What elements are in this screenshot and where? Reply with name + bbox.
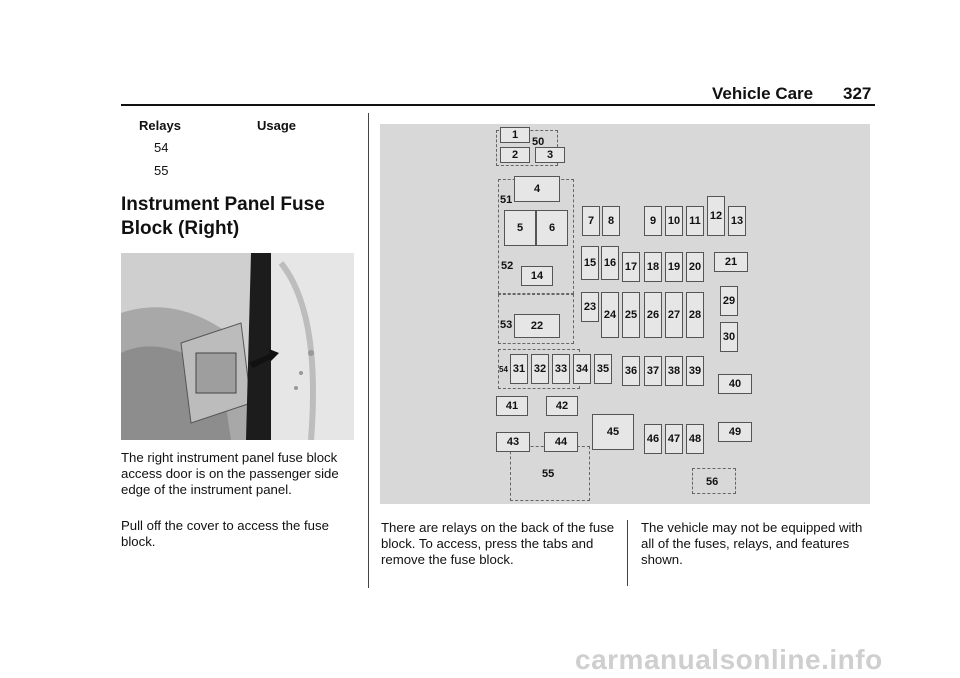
relay-label-51: 51 — [500, 194, 513, 206]
relay-table-cell: 55 — [154, 163, 169, 178]
running-header-section: Vehicle Care — [712, 84, 814, 103]
fuse-18: 18 — [644, 252, 662, 282]
relay-label-53: 53 — [500, 319, 513, 331]
fuse-6: 6 — [536, 210, 568, 246]
paragraph-pull-cover: Pull off the cover to access the fuse block. — [121, 518, 329, 549]
fuse-19: 19 — [665, 252, 683, 282]
fuse-15: 15 — [581, 246, 599, 280]
fuse-7: 7 — [582, 206, 600, 236]
fuse-23: 23 — [581, 292, 599, 322]
relay-label-56: 56 — [706, 476, 719, 488]
column-divider — [368, 113, 369, 588]
fuse-49: 49 — [718, 422, 752, 442]
fuse-9: 9 — [644, 206, 662, 236]
page-number: 327 — [843, 84, 872, 103]
relay-label-52: 52 — [501, 260, 514, 272]
access-door-photo — [121, 253, 354, 440]
fuse-14: 14 — [521, 266, 553, 286]
fuse-39: 39 — [686, 356, 704, 386]
fuse-24: 24 — [601, 292, 619, 338]
relay-table-header-usage: Usage — [257, 118, 297, 133]
fuse-21: 21 — [714, 252, 748, 272]
fuse-34: 34 — [573, 354, 591, 384]
fuse-36: 36 — [622, 356, 640, 386]
fuse-12: 12 — [707, 196, 725, 236]
section-title: Instrument Panel Fuse Block (Right) — [121, 194, 325, 239]
relay-label-55: 55 — [542, 468, 555, 480]
paragraph-equipment-note: The vehicle may not be equipped with all of the fuses, relays, and features shown. — [641, 520, 863, 567]
fuse-30: 30 — [720, 322, 738, 352]
header-rule — [121, 104, 875, 106]
fuse-41: 41 — [496, 396, 528, 416]
column-divider — [627, 520, 628, 586]
fuse-8: 8 — [602, 206, 620, 236]
fuse-22: 22 — [514, 314, 560, 338]
fuse-45: 45 — [592, 414, 634, 450]
fuse-28: 28 — [686, 292, 704, 338]
fuse-43: 43 — [496, 432, 530, 452]
watermark-text: carmanualsonline.info — [575, 644, 883, 675]
paragraph-relays-back: There are relays on the back of the fuse block. To access, press the tabs and remove the fuse block. — [381, 520, 615, 567]
fuse-27: 27 — [665, 292, 683, 338]
fuse-33: 33 — [552, 354, 570, 384]
fuse-44: 44 — [544, 432, 578, 452]
fuse-5: 5 — [504, 210, 536, 246]
fuse-31: 31 — [510, 354, 528, 384]
paragraph-access-door: The right instrument panel fuse block access door is on the passenger side edge of the instrument panel. — [121, 450, 339, 497]
fuse-20: 20 — [686, 252, 704, 282]
fuse-42: 42 — [546, 396, 578, 416]
fuse-48: 48 — [686, 424, 704, 454]
relay-label-54: 54 — [499, 365, 508, 374]
fuse-16: 16 — [601, 246, 619, 280]
fuse-13: 13 — [728, 206, 746, 236]
fuse-29: 29 — [720, 286, 738, 316]
fuse-25: 25 — [622, 292, 640, 338]
fuse-37: 37 — [644, 356, 662, 386]
fuse-4: 4 — [514, 176, 560, 202]
fuse-2: 2 — [500, 147, 530, 163]
relay-table-header-relays: Relays — [139, 118, 181, 133]
fuse-35: 35 — [594, 354, 612, 384]
fuse-46: 46 — [644, 424, 662, 454]
fuse-10: 10 — [665, 206, 683, 236]
relay-table-cell: 54 — [154, 140, 169, 155]
fuse-47: 47 — [665, 424, 683, 454]
fuse-block-diagram — [380, 124, 870, 504]
fuse-32: 32 — [531, 354, 549, 384]
fuse-38: 38 — [665, 356, 683, 386]
fuse-3: 3 — [535, 147, 565, 163]
fuse-17: 17 — [622, 252, 640, 282]
fuse-26: 26 — [644, 292, 662, 338]
relay-label-50: 50 — [532, 136, 545, 148]
fuse-40: 40 — [718, 374, 752, 394]
fuse-1: 1 — [500, 127, 530, 143]
fuse-11: 11 — [686, 206, 704, 236]
